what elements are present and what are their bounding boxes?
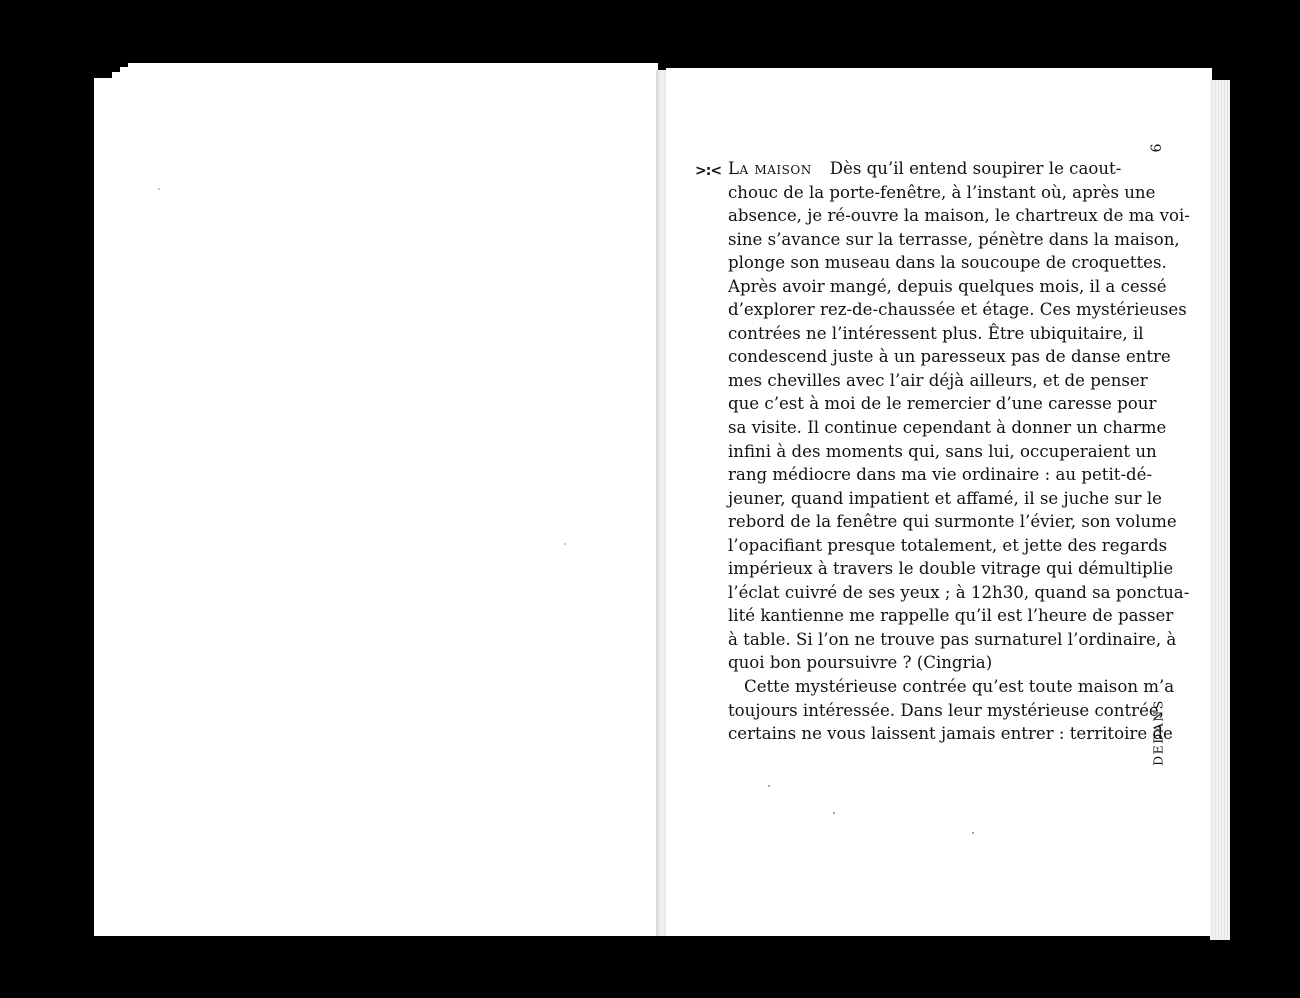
text-line-1-content: Dès qu’il entend soupirer le caout- bbox=[829, 159, 1122, 178]
paper-speck bbox=[833, 812, 835, 814]
paper-speck bbox=[768, 785, 770, 787]
paper-speck bbox=[564, 543, 566, 545]
text-line: contrées ne l’intéressent plus. Être ubiquitaire, il bbox=[728, 323, 1144, 343]
text-line: lité kantienne me rappelle qu’il est l’heure de passer bbox=[728, 606, 1174, 626]
running-head: DEDANS bbox=[1150, 699, 1166, 766]
text-line: impérieux à travers le double vitrage qui démultiplie bbox=[728, 559, 1174, 579]
text-line: chouc de la porte-fenêtre, à l’instant où, après une bbox=[728, 182, 1156, 202]
text-line: à table. Si l’on ne trouve pas surnaturel l’ordinaire, à bbox=[728, 629, 1177, 649]
text-line: l’opacifiant presque totalement, et jette des regards bbox=[728, 535, 1168, 555]
paper-speck bbox=[972, 832, 974, 834]
text-line: plonge son museau dans la soucoupe de croquettes. bbox=[728, 253, 1167, 273]
text-line: Après avoir mangé, depuis quelques mois, il a cessé bbox=[728, 276, 1167, 296]
text-line: toujours intéressée. Dans leur mystérieuse contrée, bbox=[728, 700, 1164, 720]
text-line: sine s’avance sur la terrasse, pénètre dans la maison, bbox=[728, 229, 1180, 249]
section-heading: La maison bbox=[728, 159, 812, 178]
left-page-blank bbox=[128, 63, 658, 936]
text-line: Cette mystérieuse contrée qu’est toute maison m’a bbox=[744, 677, 1175, 697]
text-line: certains ne vous laissent jamais entrer : territoire de bbox=[728, 724, 1173, 744]
text-line-1 bbox=[728, 157, 1122, 181]
text-line: d’explorer rez-de-chaussée et étage. Ces mystérieuses bbox=[728, 300, 1187, 320]
body-text bbox=[728, 157, 1190, 746]
text-line: rang médiocre dans ma vie ordinaire : au petit-dé- bbox=[728, 465, 1153, 485]
text-line: l’éclat cuivré de ses yeux ; à 12h30, quand sa ponctua- bbox=[728, 582, 1190, 602]
text-line: quoi bon poursuivre ? (Cingria) bbox=[728, 653, 993, 673]
page-number: 9 bbox=[1146, 143, 1163, 153]
text-line: condescend juste à un paresseux pas de danse entre bbox=[728, 347, 1171, 367]
text-line: mes chevilles avec l’air déjà ailleurs, et de penser bbox=[728, 370, 1148, 390]
text-line: jeuner, quand impatient et affamé, il se juche sur le bbox=[728, 488, 1162, 508]
text-line: sa visite. Il continue cependant à donner un charme bbox=[728, 418, 1167, 438]
text-line: que c’est à moi de le remercier d’une caresse pour bbox=[728, 394, 1157, 414]
text-line: rebord de la fenêtre qui surmonte l’évier, son volume bbox=[728, 512, 1177, 532]
section-ornament: >:< bbox=[695, 163, 722, 179]
text-line: absence, je ré-ouvre la maison, le chartreux de ma voi- bbox=[728, 206, 1190, 226]
text-line: infini à des moments qui, sans lui, occuperaient un bbox=[728, 441, 1157, 461]
right-page-stack-edge bbox=[1210, 80, 1230, 940]
paper-speck bbox=[158, 188, 160, 190]
